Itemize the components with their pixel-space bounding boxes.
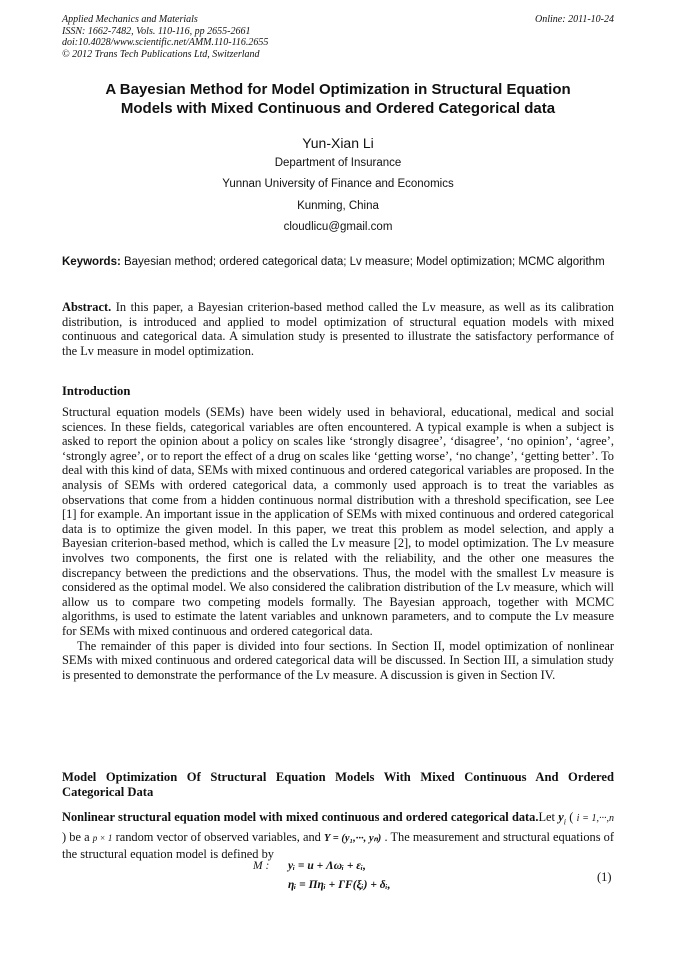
copyright-line: © 2012 Trans Tech Publications Ltd, Switzerland [62, 48, 260, 60]
dimension: p × 1 [92, 833, 113, 844]
intro-paragraph-2: The remainder of this paper is divided into four sections. In Section II, model optimization of nonlinear SEMs with mixed continuous and ordered categorical data will be discussed. In Section III, a simulation study is presented to demonstrate the performance of the Lv measure. A discussion is given in Section IV. [62, 638, 614, 682]
index-range: i = 1,···,n [576, 813, 615, 824]
author-email[interactable]: cloudlicu@gmail.com [283, 221, 393, 233]
sec2-text-4: random vector of observed variables, and [112, 830, 324, 845]
equation-label: M : [253, 860, 270, 872]
keywords-block [62, 255, 614, 270]
section-2-body: Nonlinear structural equation model with mixed continuous and ordered categorical data.Let $y_i$ ( i = 1,···,n ) be a p × 1 random vector of observed variables, and Y = (y₁,···, yₙ) . The measurement and structural equations of the structural equation model is defined by [62, 810, 615, 861]
title-line-2: Models with Mixed Continuous and Ordered Categorical data [120, 100, 556, 117]
introduction-heading: Introduction [62, 384, 131, 398]
author-name: Yun-Xian Li [302, 135, 374, 151]
keywords-text: Bayesian method; ordered categorical data; Lv measure; Model optimization; MCMC algorithm [120, 256, 605, 268]
paper-title [62, 80, 614, 118]
sec2-text-2: ( [566, 810, 577, 824]
online-date: Online: 2011-10-24 [535, 14, 614, 25]
affiliation-department: Department of Insurance [274, 157, 402, 169]
keywords-label: Keywords: [62, 256, 121, 268]
var-y: y [558, 810, 564, 824]
introduction-body [62, 405, 614, 682]
doi-line: doi:10.4028/www.scientific.net/AMM.110-116.2655 [62, 37, 269, 48]
measurement-equation: yᵢ = u + Λωᵢ + εᵢ, [288, 860, 366, 872]
title-line-1: A Bayesian Method for Model Optimization in Structural Equation [105, 81, 571, 98]
var-Y: Y = (y₁,···, yₙ) [324, 833, 382, 845]
abstract-text: In this paper, a Bayesian criterion-based method called the Lv measure, as well as its calibration distribution, is introduced and applied to model optimization of structural equation models with mixed continuous and categorical data. A simulation study is presented to illustrate the satisfactory performance of the Lv measure in model optimization. [62, 300, 614, 358]
issn-line: ISSN: 1662-7482, Vols. 110-116, pp 2655-2661 [62, 25, 251, 37]
sec2-text-1: Let [538, 810, 559, 824]
affiliation-city: Kunming, China [297, 200, 379, 212]
abstract-block [62, 300, 614, 358]
intro-paragraph-1: Structural equation models (SEMs) have been widely used in behavioral, educational, medical and social sciences. In these fields, categorical variables are often encountered. A typical example is when a subject is asked to report the opinion about a policy on scales like ‘strongly disagree’, ‘disagree’, ‘no opinion’, ‘agree’, ‘strongly agree’, or to report the effect of a drug on scales like ‘getting worse’, ‘no change’, ‘getting better’. To deal with this kind of data, SEMs with mixed continuous and ordered categorical variables are proposed. In the analysis of SEMs with ordered categorical data, a commonly used approach is to treat the variables as observations that come from a hidden continuous normal distribution with a threshold specification, see Lee [1] for example. An important issue in the application of SEMs with mixed continuous and ordered categorical data is to optimize the given model. In this paper, we treat this problem as model selection, and apply a Bayesian criterion-based method, which is called the Lv measure [2], to model optimization. The Lv measure involves two components, the first one is related with the reliability, and the other one measures the discrepancy between the predictions and the observations. Thus, the model with the smallest Lv measure is considered as the optimal model. We also considered the calibration distribution of the Lv measure, which will allow us to compare two competing models formally. The Bayesian approach, together with MCMC algorithms, is used to estimate the latent variables and unknown parameters, and to compute the Lv measure for SEMs with mixed continuous and ordered categorical data. [62, 405, 614, 638]
abstract-label: Abstract. [62, 300, 112, 314]
sec2-text-3: ) be a [62, 830, 93, 845]
affiliation-university: Yunnan University of Finance and Economics [222, 178, 454, 190]
section-2-subheading: Nonlinear structural equation model with mixed continuous and ordered categorical data. [62, 810, 539, 824]
section-2-heading: Model Optimization Of Structural Equation Models With Mixed Continuous And Ordered Categorical Data [62, 770, 614, 799]
journal-name: Applied Mechanics and Materials [62, 14, 198, 25]
journal-header [62, 14, 614, 60]
sec2-text-5: . The measurement and structural equations of the structural equation model is defined by [62, 830, 614, 861]
equation-number: (1) [597, 870, 612, 884]
structural-equation: ηᵢ = Πηᵢ + ΓF(ξᵢ) + δᵢ, [288, 879, 391, 891]
